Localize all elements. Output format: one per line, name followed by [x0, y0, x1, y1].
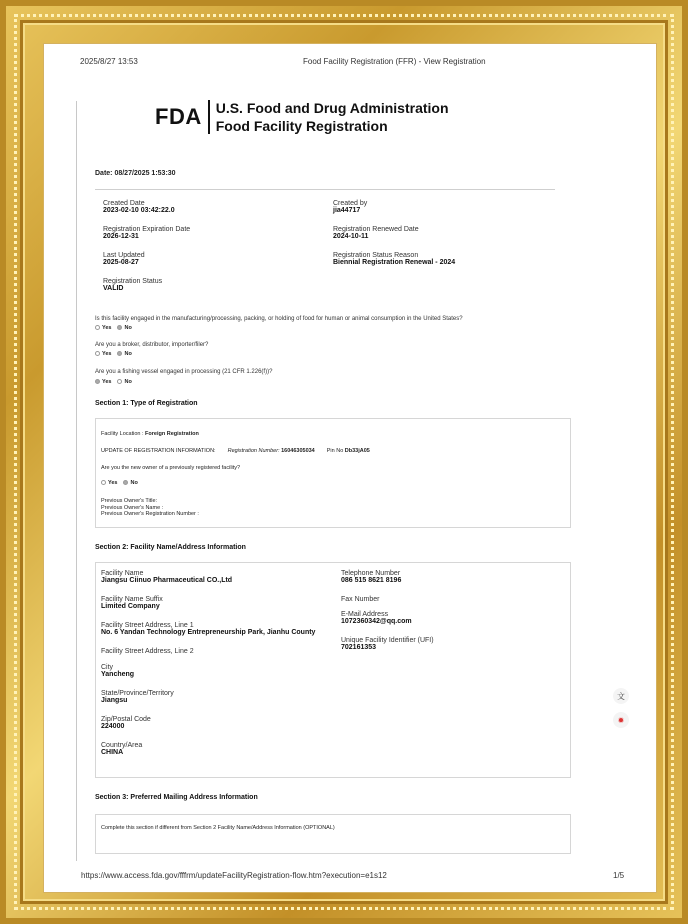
- radio-yes[interactable]: Yes: [95, 379, 111, 385]
- state-field: [101, 690, 174, 704]
- section1-title: Section 1: Type of Registration: [95, 400, 198, 407]
- field-value: Limited Company: [101, 603, 160, 610]
- email-field: [341, 611, 412, 625]
- field-value: Yancheng: [101, 671, 135, 678]
- city-field: [101, 664, 134, 678]
- radio-circle: [95, 379, 100, 384]
- field-value: 2023-02-10 03:42:22.0: [103, 207, 175, 214]
- street2-field: [101, 648, 194, 655]
- field-value: 224000: [101, 723, 125, 730]
- radio-yes[interactable]: Yes: [101, 480, 117, 486]
- question-fishing-vessel: Are you a fishing vessel engaged in processing (21 CFR 1.226(f))?: [95, 369, 273, 375]
- radio-yes[interactable]: Yes: [95, 325, 111, 331]
- ai-assistant-icon[interactable]: ✹: [613, 712, 629, 728]
- field-value: Biennial Registration Renewal - 2024: [333, 259, 456, 266]
- divider: [95, 189, 555, 190]
- new-owner-question: Are you the new owner of a previously registered facility?: [101, 465, 241, 471]
- radio-no[interactable]: No: [117, 379, 131, 385]
- field-label: Facility Street Address, Line 1: [101, 622, 194, 629]
- fda-header: [155, 99, 449, 135]
- phone-field: [341, 570, 401, 584]
- created-date-field: [103, 200, 175, 214]
- field-label: Created by: [333, 200, 368, 207]
- field-label: Fax Number: [341, 596, 380, 603]
- previous-owner-reg: Previous Owner's Registration Number :: [101, 511, 199, 517]
- field-label: Registration Status Reason: [333, 252, 419, 259]
- field-label: State/Province/Territory: [101, 690, 174, 697]
- zip-field: [101, 716, 151, 730]
- field-label: Registration Renewed Date: [333, 226, 419, 233]
- radio-group: [95, 351, 132, 357]
- radio-circle: [117, 351, 122, 356]
- expiration-date-field: [103, 226, 190, 240]
- left-rule: [76, 101, 77, 861]
- field-label: Facility Location :: [101, 431, 144, 437]
- agency-name: U.S. Food and Drug Administration: [215, 100, 449, 116]
- field-value: 702161353: [341, 644, 377, 651]
- field-value: 2024-10-11: [333, 233, 369, 240]
- radio-yes[interactable]: Yes: [95, 351, 111, 357]
- field-value: CHINA: [101, 749, 124, 756]
- field-value: 2026-12-31: [103, 233, 139, 240]
- field-value: No. 6 Yandan Technology Entrepreneurship Park, Jianhu County: [101, 629, 316, 636]
- section2-box: [95, 562, 571, 778]
- radio-group: [95, 325, 132, 331]
- radio-no[interactable]: No: [117, 351, 131, 357]
- field-label: Last Updated: [103, 252, 145, 259]
- field-label: E-Mail Address: [341, 611, 389, 618]
- field-value: 1072360342@qq.com: [341, 618, 412, 625]
- translate-icon[interactable]: 文: [613, 688, 629, 704]
- floating-toolbar: [613, 688, 629, 736]
- registration-status-field: [103, 278, 162, 292]
- field-value: Jiangsu: [101, 697, 128, 704]
- field-label: Registration Expiration Date: [103, 226, 191, 233]
- field-label: UPDATE OF REGISTRATION INFORMATION:: [101, 448, 216, 454]
- pin-number: Db33jA05: [344, 448, 370, 454]
- fax-field: [341, 596, 380, 603]
- field-value: 086 515 8621 8196: [341, 577, 402, 584]
- facility-suffix-field: [101, 596, 163, 610]
- ufi-field: [341, 637, 434, 651]
- field-label: Telephone Number: [341, 570, 401, 577]
- field-label: Registration Status: [103, 278, 163, 285]
- facility-location: [101, 431, 199, 437]
- field-value: Foreign Registration: [145, 431, 199, 437]
- field-label: Unique Facility Identifier (UFI): [341, 637, 434, 644]
- field-label: Registration Number:: [227, 448, 280, 454]
- field-value: Jiangsu Ciinuo Pharmaceutical CO.,Ltd: [101, 577, 233, 584]
- field-label: Country/Area: [101, 742, 143, 749]
- radio-circle: [123, 480, 128, 485]
- print-title: Food Facility Registration (FFR) - View Registration: [303, 57, 486, 66]
- system-name: Food Facility Registration: [215, 118, 388, 134]
- field-label: Pin No: [326, 448, 344, 454]
- radio-circle: [95, 351, 100, 356]
- radio-circle: [95, 325, 100, 330]
- status-reason-field: [333, 252, 455, 266]
- renewed-date-field: [333, 226, 419, 240]
- update-registration-info: [101, 448, 370, 454]
- radio-no[interactable]: No: [117, 325, 131, 331]
- radio-no[interactable]: No: [123, 480, 137, 486]
- section3-box: [95, 814, 571, 854]
- logo-divider: [208, 100, 210, 134]
- previous-owner-name: Previous Owner's Name :: [101, 504, 164, 511]
- field-label: Created Date: [103, 200, 145, 207]
- header-titles: [216, 99, 449, 135]
- report-date: Date: 08/27/2025 1:53:30: [95, 170, 176, 177]
- print-page-number: 1/5: [613, 871, 625, 880]
- registration-number: 16046305034: [281, 448, 315, 454]
- status-value: VALID: [103, 285, 124, 292]
- radio-group: [101, 480, 138, 486]
- print-timestamp: 2025/8/27 13:53: [80, 57, 138, 66]
- document-page: [43, 43, 657, 893]
- last-updated-field: [103, 252, 145, 266]
- section2-title: Section 2: Facility Name/Address Information: [95, 544, 246, 551]
- field-label: City: [101, 664, 114, 671]
- street1-field: [101, 622, 315, 636]
- field-value: 2025-08-27: [103, 259, 139, 266]
- field-label: Facility Name: [101, 570, 144, 577]
- country-field: [101, 742, 142, 756]
- question-broker: Are you a broker, distributor, importer/filer?: [95, 342, 209, 348]
- print-url: https://www.access.fda.gov/fffrm/updateFacilityRegistration-flow.htm?execution=e1s12: [81, 871, 387, 880]
- field-label: Zip/Postal Code: [101, 716, 151, 723]
- previous-owner-info: [101, 498, 199, 518]
- radio-circle: [117, 325, 122, 330]
- field-value: jia44717: [333, 207, 361, 214]
- fda-logo: FDA: [155, 104, 202, 129]
- facility-name-field: [101, 570, 232, 584]
- radio-group: [95, 379, 132, 385]
- radio-circle: [117, 379, 122, 384]
- radio-circle: [101, 480, 106, 485]
- question-food-facility: Is this facility engaged in the manufacturing/processing, packing, or holding of food for human or animal consumption in the United States?: [95, 316, 463, 322]
- field-label: Facility Street Address, Line 2: [101, 648, 194, 655]
- section3-note: Complete this section if different from Section 2 Facility Name/Address Information (OPTIONAL): [101, 825, 335, 831]
- created-by-field: [333, 200, 367, 214]
- section3-title: Section 3: Preferred Mailing Address Information: [95, 794, 258, 801]
- previous-owner-title: Previous Owner's Title:: [101, 498, 158, 504]
- field-label: Facility Name Suffix: [101, 596, 163, 603]
